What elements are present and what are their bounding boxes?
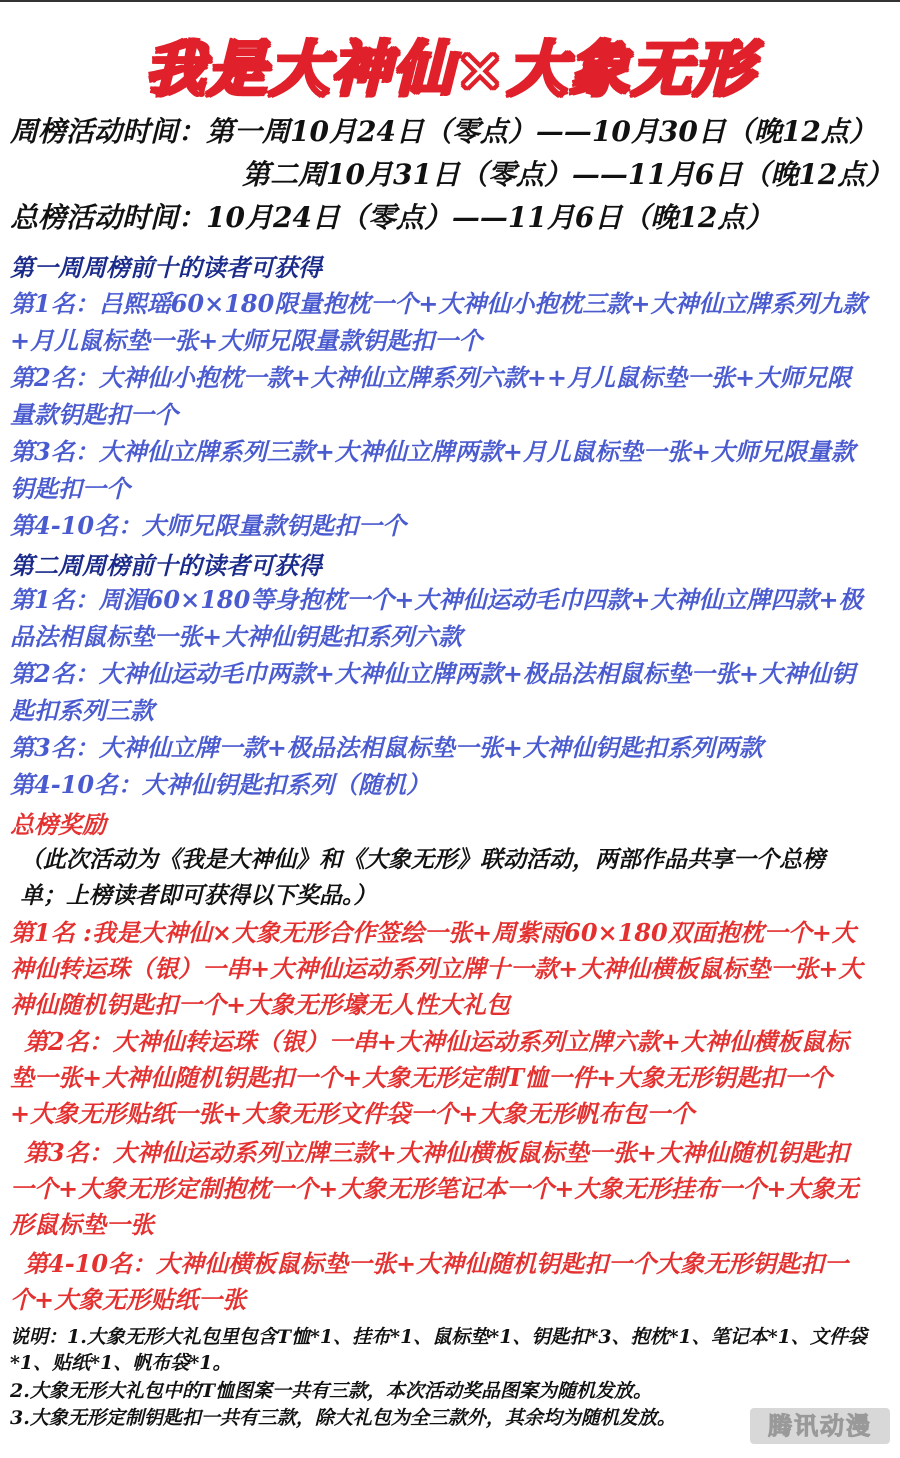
week1-rank3: 第3名：大神仙立牌系列三款+大神仙立牌两款+月儿鼠标垫一张+大师兄限量款钥匙扣一个	[10, 437, 856, 503]
week2-rank1: 第1名：周湄60×180等身抱枕一个+大神仙运动毛巾四款+大神仙立牌四款+极品法相鼠标垫一张+大神仙钥匙扣系列六款	[10, 585, 863, 651]
week2-heading: 第二周周榜前十的读者可获得	[10, 551, 322, 580]
watermark-logo: 腾讯动漫	[750, 1408, 890, 1444]
week2-rank3: 第3名：大神仙立牌一款+极品法相鼠标垫一张+大神仙钥匙扣系列两款	[10, 733, 763, 762]
week1-heading: 第一周周榜前十的读者可获得	[10, 253, 322, 282]
note-3: 3.大象无形定制钥匙扣一共有三款，除大礼包为全三款外，其余均为随机发放。	[10, 1407, 676, 1429]
top-border	[0, 0, 900, 2]
page-title: 我是大神仙×大象无形	[144, 35, 756, 105]
total-rank2: 第2名：大神仙转运珠（银）一串+大神仙运动系列立牌六款+大神仙横板鼠标垫一张+大神仙随机钥匙扣一个+大象无形定制T恤一件+大象无形钥匙扣一个+大象无形贴纸一张+大象无形文件袋一个+大象无形帆布包一个	[10, 1027, 849, 1128]
total-rank4-10: 第4-10名：大神仙横板鼠标垫一张+大神仙随机钥匙扣一个大象无形钥匙扣一个+大象无形贴纸一张	[10, 1249, 849, 1314]
weekly-schedule-line-1: 周榜活动时间：第一周10月24日（零点）——10月30日（晚12点）	[10, 115, 877, 148]
week1-rank1: 第1名：吕熙瑶60×180限量抱枕一个+大神仙小抱枕三款+大神仙立牌系列九款+月儿鼠标垫一张+大师兄限量款钥匙扣一个	[10, 289, 867, 355]
week2-rank2: 第2名：大神仙运动毛巾两款+大神仙立牌两款+极品法相鼠标垫一张+大神仙钥匙扣系列三款	[10, 659, 856, 725]
total-rank1: 第1名 :我是大神仙×大象无形合作签绘一张+周紫雨60×180双面抱枕一个+大神仙转运珠（银）一串+大神仙运动系列立牌十一款+大神仙横板鼠标垫一张+大神仙随机钥匙扣一个+大象无形壕无人性大礼包	[10, 918, 863, 1019]
total-intro: （此次活动为《我是大神仙》和《大象无形》联动活动，两部作品共享一个总榜单；上榜读者即可获得以下奖品。）	[20, 846, 825, 909]
total-heading: 总榜奖励	[10, 810, 106, 839]
weekly-schedule-line-2: 第二周10月31日（零点）——11月6日（晚12点）	[242, 158, 894, 191]
week1-rank4-10: 第4-10名：大师兄限量款钥匙扣一个	[10, 511, 407, 540]
week1-rank2: 第2名：大神仙小抱枕一款+大神仙立牌系列六款++月儿鼠标垫一张+大师兄限量款钥匙扣一个	[10, 363, 852, 429]
note-1: 说明：1.大象无形大礼包里包含T恤*1、挂布*1、鼠标垫*1、钥匙扣*3、抱枕*1、笔记本*1、文件袋*1、贴纸*1、帆布袋*1。	[10, 1326, 867, 1374]
week2-rank4-10: 第4-10名：大神仙钥匙扣系列（随机）	[10, 770, 431, 799]
total-rank3: 第3名：大神仙运动系列立牌三款+大神仙横板鼠标垫一张+大神仙随机钥匙扣一个+大象无形定制抱枕一个+大象无形笔记本一个+大象无形挂布一个+大象无形鼠标垫一张	[10, 1138, 859, 1239]
total-schedule-line: 总榜活动时间：10月24日（零点）——11月6日（晚12点）	[10, 201, 774, 234]
note-2: 2.大象无形大礼包中的T恤图案一共有三款，本次活动奖品图案为随机发放。	[10, 1380, 652, 1402]
